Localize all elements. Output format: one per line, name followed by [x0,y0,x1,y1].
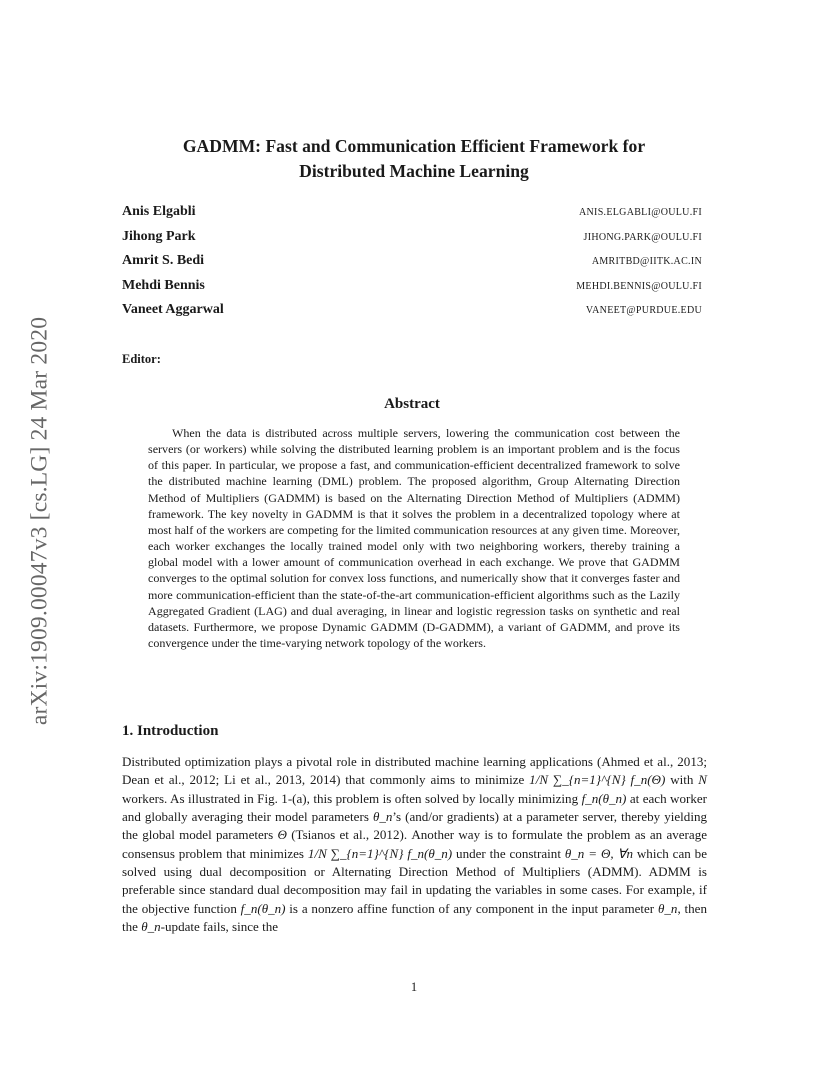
inline-math: θ_n [372,809,393,825]
abstract-text: When the data is distributed across multiple servers, lowering the communication cost between the servers (or workers) while solving the distributed learning problem is an important problem and is the focus of this paper. In particular, we propose a fast, and communication-efficient decentralized framework to solve the distributed machine learning (DML) problem. The proposed algorithm, Group Alternating Direction Method of Multipliers (GADMM) is based on the Alternating Direction Method of Multipliers (ADMM) framework. The key novelty in GADMM is that it solves the problem in a decentralized topology where at most half of the workers are competing for the limited communication resources at any given time. Moreover, each worker exchanges the locally trained model only with two neighboring workers, thereby training a global model with a lower amount of communication overhead in each exchange. We prove that GADMM converges to the optimal solution for convex loss functions, and numerically show that it converges faster and more communication-efficient than the state-of-the-art communication-efficient algorithms such as the Lazily Aggregated Gradient (LAG) and dual averaging, in linear and logistic regression tasks on synthetic and real datasets. Furthermore, we propose Dynamic GADMM (D-GADMM), a variant of GADMM, and prove its convergence under the time-varying network topology of the workers. [148,426,680,651]
arxiv-sidebar-stamp [20,286,60,756]
intro-text: with [665,772,699,788]
title-line-1: GADMM: Fast and Communication Efficient Framework for [182,136,646,156]
inline-math: f_n(θ_n) [240,900,286,916]
intro-text: is a nonzero affine function of any component in the input parameter [285,900,658,916]
author-name: Anis Elgabli [122,204,196,219]
inline-math: f_n(θ_n) [581,790,627,806]
author-email: AMRITBD@IITK.AC.IN [591,256,702,268]
author-row [122,204,702,229]
author-name: Vaneet Aggarwal [122,302,224,318]
author-name: Amrit S. Bedi [122,253,205,269]
page-number: 1 [410,980,418,994]
intro-text: -update fails, since the [160,919,279,935]
author-name: Mehdi Bennis [122,277,205,293]
intro-text: , then the [122,900,707,935]
paper-title [110,134,718,184]
introduction-paragraph [122,753,707,936]
author-email: JIHONG.PARK@OULU.FI [583,231,702,243]
inline-math: N [698,772,707,788]
inline-math: θ_n = Θ, ∀n [564,845,633,861]
author-email: ANIS.ELGABLI@OULU.FI [579,207,702,218]
inline-math: θ_n [141,919,161,935]
section-heading-introduction: 1. Introduction [122,723,219,739]
intro-text: at each worker and globally averaging their model parameters [122,790,707,825]
author-list [122,204,702,327]
intro-text: Distributed optimization plays a pivotal role in distributed machine learning applications (Ahmed et al., 2013; Dean et al., 2012; Li et al., 2013, 2014) that commonly aims to minimize [122,754,707,788]
abstract-heading: Abstract [384,396,440,412]
inline-math: Θ [277,827,287,843]
intro-text: under the constraint [452,845,565,861]
intro-text: which can be solved using dual decomposition or Alternating Direction Method of Multipliers (ADMM). ADMM is preferable since standard dual decomposition may fail in updating the variables in some cases. For example, if the objective function [122,845,707,916]
author-row [122,302,702,327]
intro-text: ’s (and/or gradients) at a parameter server, thereby yielding the global model parameters [122,809,707,843]
author-row [122,229,702,254]
author-row [122,278,702,303]
author-name: Jihong Park [122,228,196,244]
author-row [122,253,702,278]
inline-math: 1/N ∑_{n=1}^{N} f_n(Θ) [529,772,666,788]
title-line-2: Distributed Machine Learning [299,161,529,181]
author-email: MEHDI.BENNIS@OULU.FI [576,280,702,292]
arxiv-identifier: arXiv:1909.00047v3 [cs.LG] 24 Mar 2020 [26,316,53,726]
inline-math: 1/N ∑_{n=1}^{N} f_n(θ_n) [307,845,453,861]
author-email: VANEET@PURDUE.EDU [585,305,702,317]
inline-math: θ_n [657,900,678,916]
intro-text: (Tsianos et al., 2012). Another way is to formulate the problem as an average consensus problem that minimizes [122,827,708,861]
editor-label: Editor: [122,352,161,366]
intro-text: workers. As illustrated in Fig. 1-(a), this problem is often solved by locally minimizing [122,790,582,806]
